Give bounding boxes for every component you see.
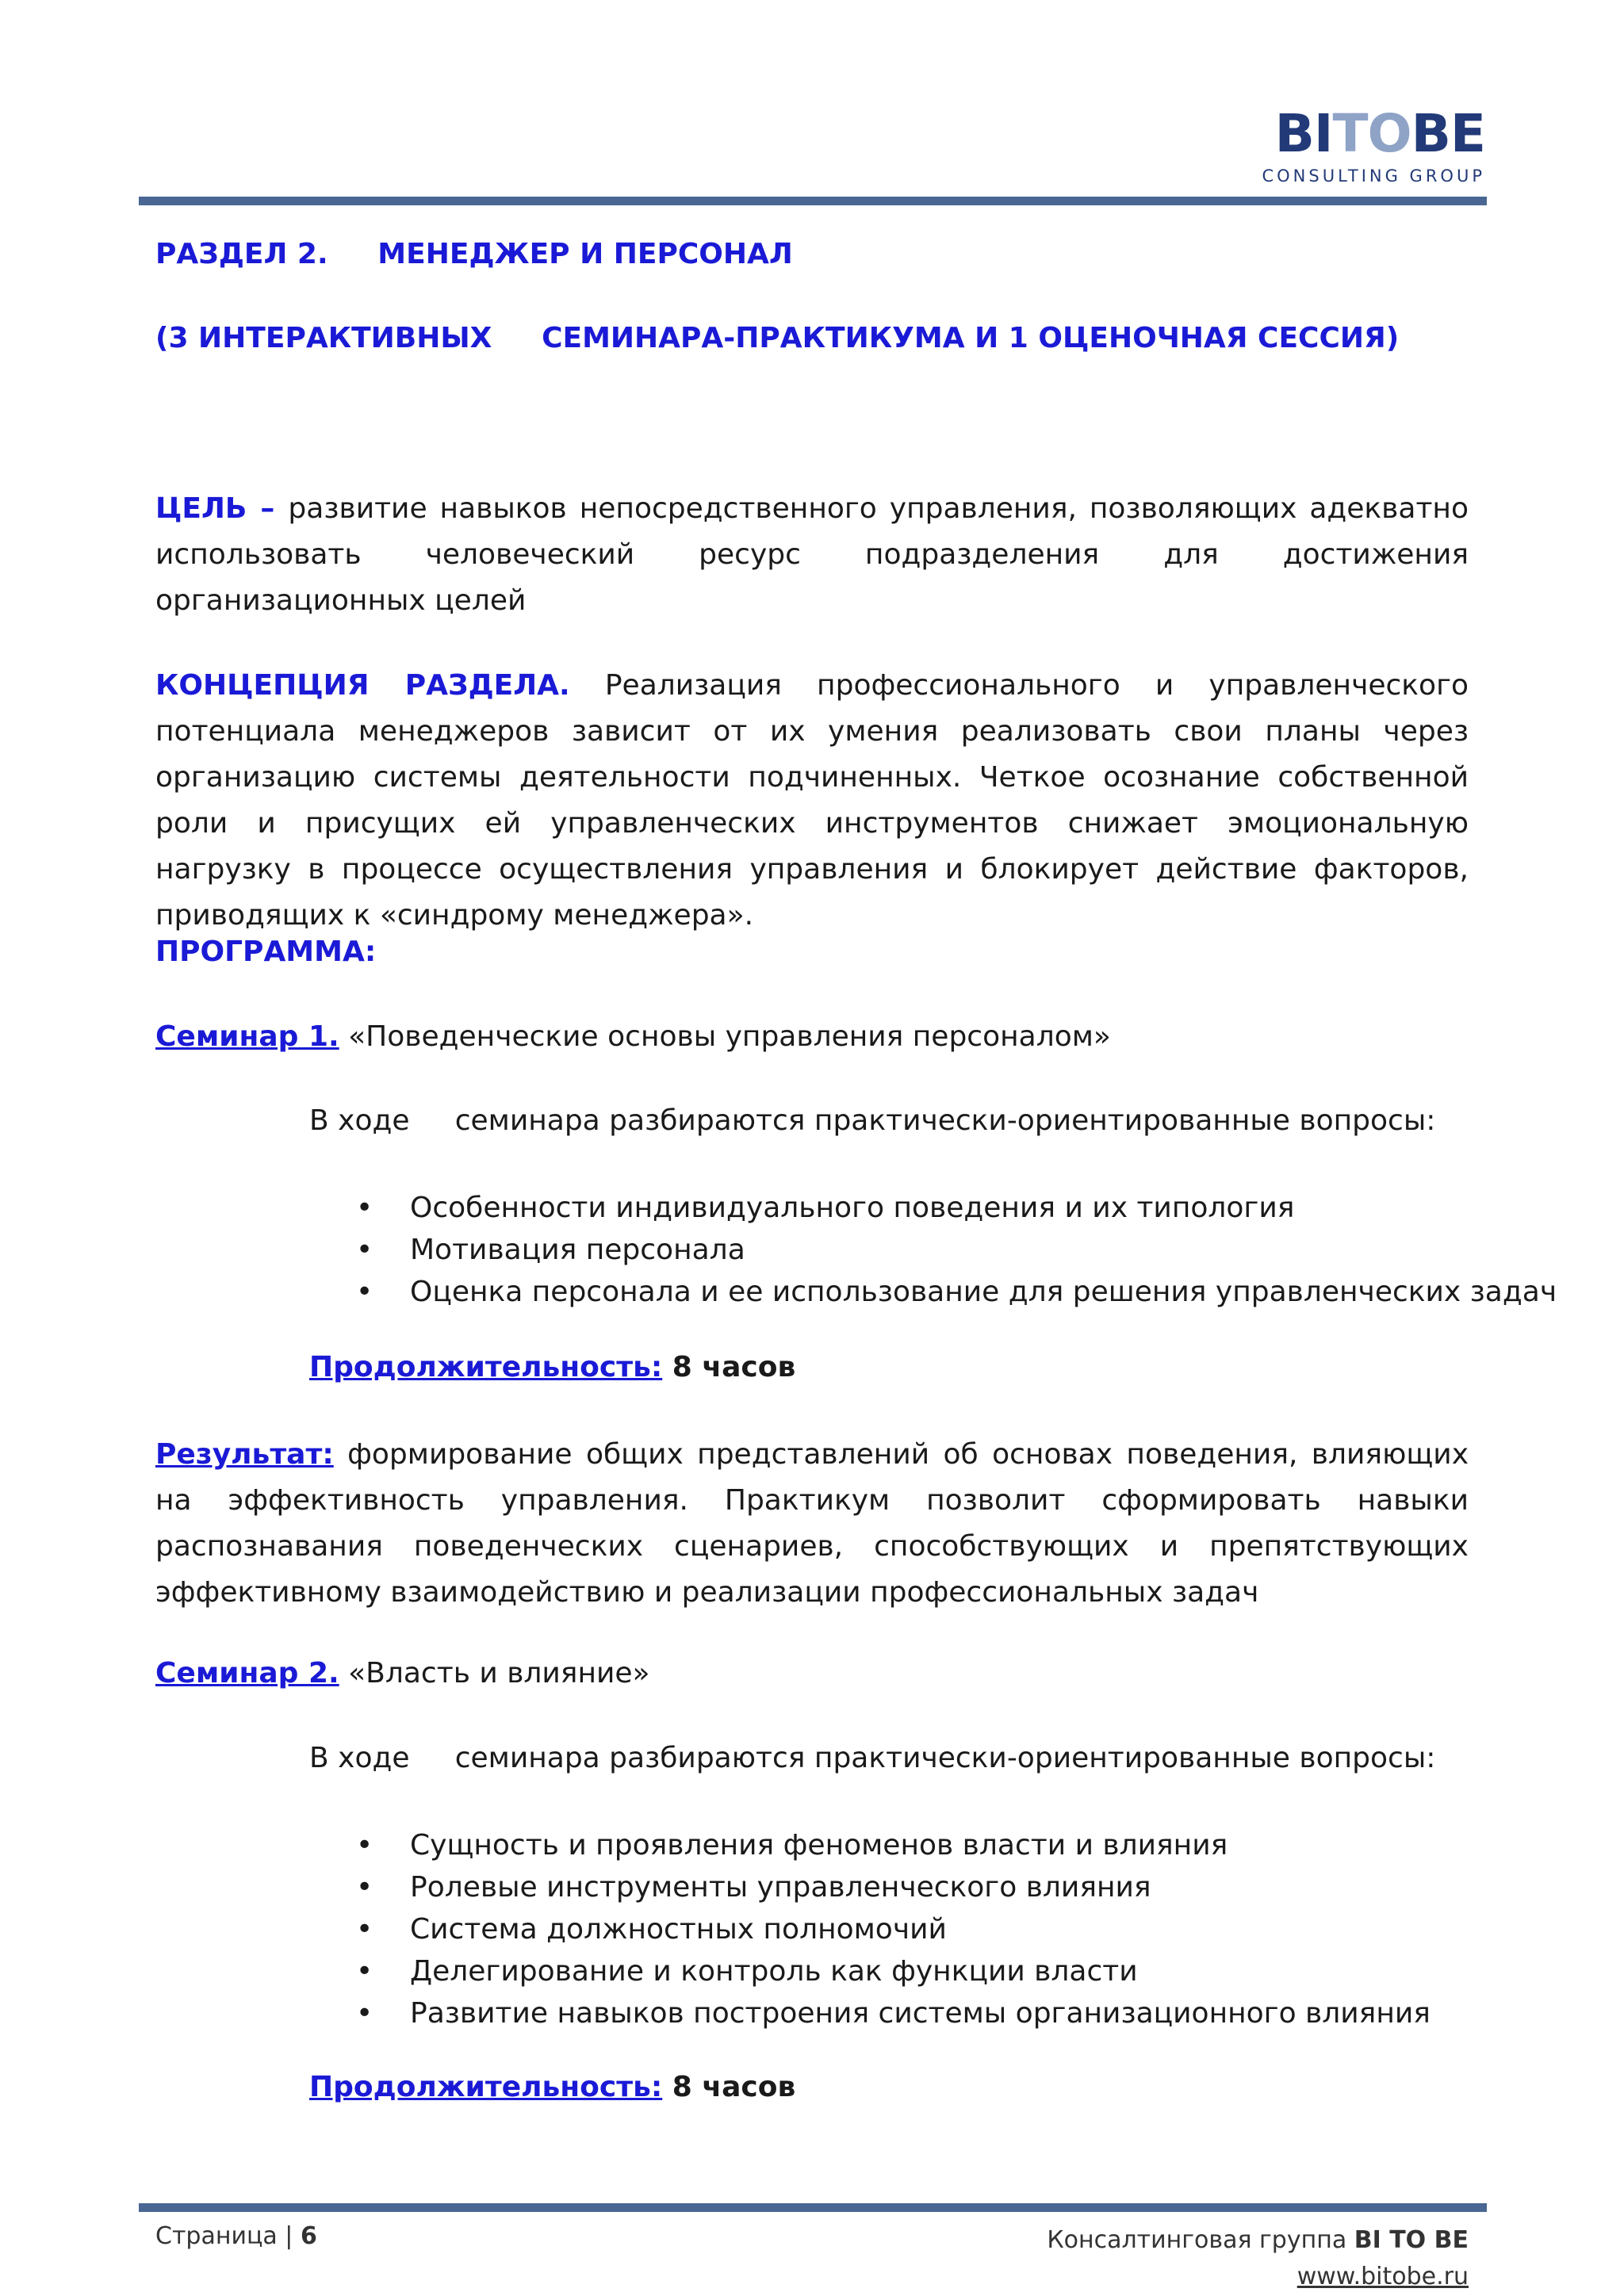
list-item: • Ролевые инструменты управленческого влияния bbox=[356, 1866, 1431, 1908]
seminar-2-topics bbox=[356, 1824, 1431, 2034]
seminar-1-intro: В ходе семинара разбираются практически-ориентированные вопросы: bbox=[309, 1104, 1436, 1137]
duration-label: Продолжительность: bbox=[309, 2071, 663, 2103]
logo-tagline: CONSULTING GROUP bbox=[1262, 166, 1485, 186]
section-title: РАЗДЕЛ 2. МЕНЕДЖЕР И ПЕРСОНАЛ bbox=[155, 238, 793, 270]
goal-paragraph: ЦЕЛЬ – развитие навыков непосредственного управления, позволяющих адекватно использовать человеческий ресурс подразделения для достижения организационных целей bbox=[155, 492, 1469, 617]
concept-text: Реализация профессионального и управленческого потенциала менеджеров зависит от их умения реализовать свои планы через организацию системы деятельности подчиненных. Четкое осознание собственной роли и присущих ей управленческих инструментов снижает эмоциональную нагрузку в процессе осуществления управления и блокирует действие факторов, приводящих к «синдрому менеджера». bbox=[155, 669, 1469, 932]
bullet-icon: • bbox=[356, 1276, 373, 1308]
bullet-icon: • bbox=[356, 1829, 373, 1862]
website-link[interactable]: www.bitobe.ru bbox=[1297, 2263, 1469, 2290]
goal-text: развитие навыков непосредственного управления, позволяющих адекватно использовать человеческий ресурс подразделения для достижения организационных целей bbox=[155, 492, 1469, 617]
bullet-icon: • bbox=[356, 1997, 373, 2030]
section-subtitle: (3 ИНТЕРАКТИВНЫХ СЕМИНАРА-ПРАКТИКУМА И 1 ОЦЕНОЧНАЯ СЕССИЯ) bbox=[155, 322, 1400, 354]
bullet-icon: • bbox=[356, 1234, 373, 1266]
list-item: • Система должностных полномочий bbox=[356, 1908, 1431, 1950]
footer-rule bbox=[139, 2203, 1487, 2212]
duration-label: Продолжительность: bbox=[309, 1351, 663, 1383]
seminar-2-heading bbox=[155, 1657, 650, 1689]
bullet-icon: • bbox=[356, 1871, 373, 1904]
seminar-2-title: «Власть и влияние» bbox=[339, 1657, 650, 1689]
company-name: BI TO BE bbox=[1354, 2226, 1469, 2254]
list-item: • Мотивация персонала bbox=[356, 1229, 1557, 1271]
company-footer bbox=[1047, 2222, 1469, 2295]
page-number: 6 bbox=[300, 2222, 317, 2250]
seminar-1-topics bbox=[356, 1187, 1557, 1313]
seminar-1-duration bbox=[309, 1351, 795, 1383]
list-item: • Делегирование и контроль как функции власти bbox=[356, 1950, 1431, 1992]
logo-wordmark: BITOBE bbox=[1274, 103, 1485, 164]
list-item: • Сущность и проявления феноменов власти и влияния bbox=[356, 1824, 1431, 1866]
concept-label: КОНЦЕПЦИЯ РАЗДЕЛА. bbox=[155, 669, 570, 702]
company-logo bbox=[1216, 103, 1485, 186]
header-rule bbox=[139, 197, 1487, 205]
list-item: • Оценка персонала и ее использование для решения управленческих задач bbox=[356, 1271, 1557, 1313]
bullet-icon: • bbox=[356, 1955, 373, 1988]
seminar-1-title: «Поведенческие основы управления персоналом» bbox=[339, 1020, 1111, 1053]
seminar-2-intro: В ходе семинара разбираются практически-ориентированные вопросы: bbox=[309, 1742, 1436, 1774]
goal-label: ЦЕЛЬ bbox=[155, 492, 247, 525]
list-item: • Особенности индивидуального поведения и их типология bbox=[356, 1187, 1557, 1229]
seminar-1-label: Семинар 1. bbox=[155, 1020, 339, 1053]
page-label: Страница bbox=[155, 2222, 278, 2250]
seminar-2-label: Семинар 2. bbox=[155, 1657, 339, 1689]
duration-value: 8 часов bbox=[662, 2071, 796, 2103]
list-item: • Развитие навыков построения системы организационного влияния bbox=[356, 1992, 1431, 2034]
result-label: Результат: bbox=[155, 1438, 334, 1471]
result-text: формирование общих представлений об основах поведения, влияющих на эффективность управления. Практикум позволит сформировать навыки распознавания поведенческих сценариев, способствующих и препятствующих эффективному взаимодействию и реализации профессиональных задач bbox=[155, 1438, 1469, 1609]
seminar-2-duration bbox=[309, 2071, 795, 2103]
duration-value: 8 часов bbox=[662, 1351, 796, 1383]
bullet-icon: • bbox=[356, 1913, 373, 1946]
bullet-icon: • bbox=[356, 1192, 373, 1224]
seminar-1-heading bbox=[155, 1020, 1111, 1053]
company-line: Консалтинговая группа BI TO BE bbox=[1047, 2226, 1469, 2254]
program-label: ПРОГРАММА: bbox=[155, 936, 377, 968]
concept-paragraph bbox=[155, 663, 1469, 939]
page-number-footer: Страница | 6 bbox=[155, 2222, 317, 2250]
result-paragraph bbox=[155, 1432, 1469, 1616]
